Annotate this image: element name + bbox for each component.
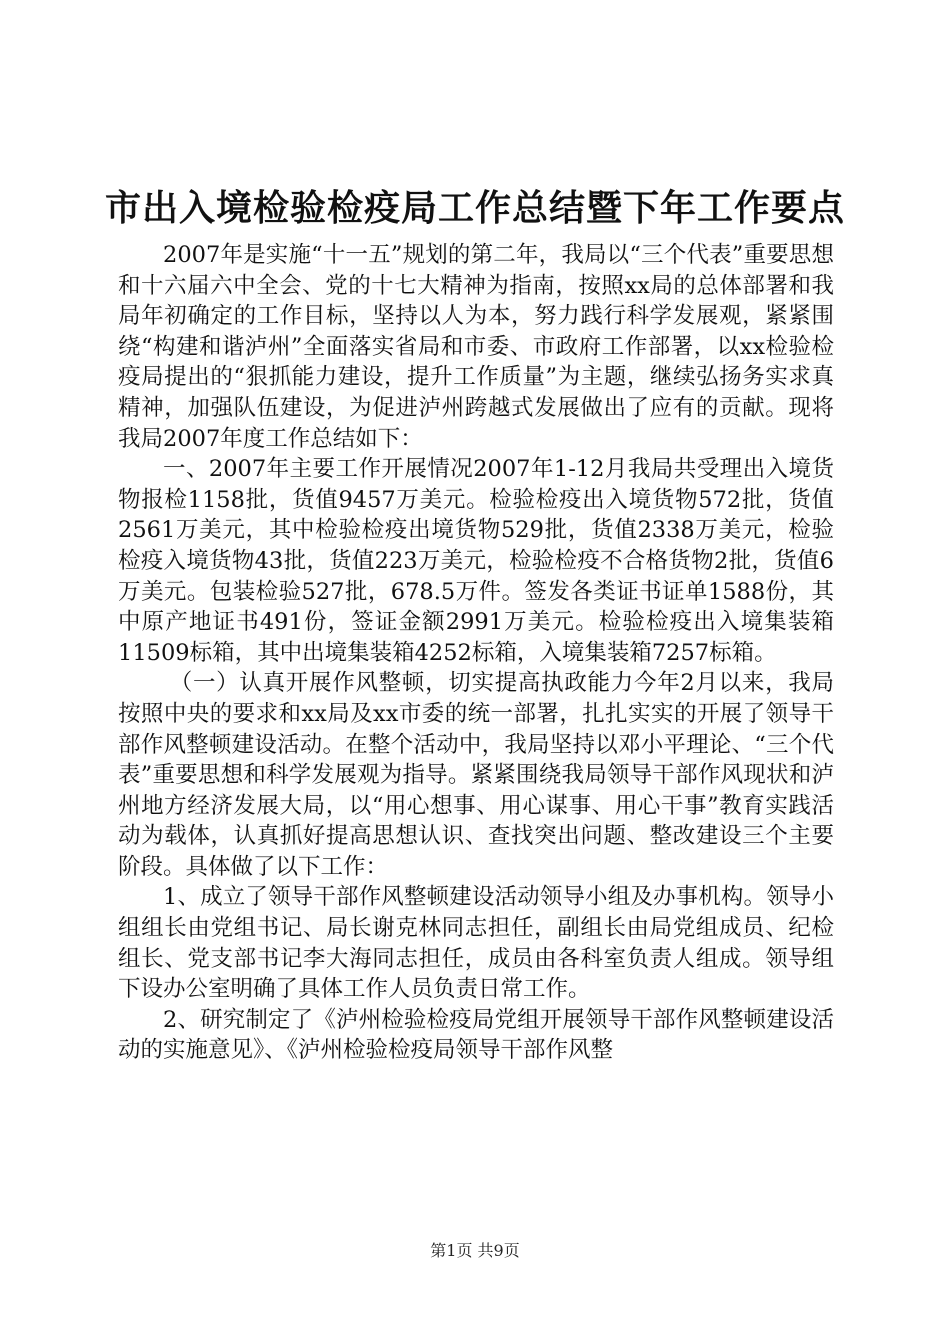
paragraph-section-one: 一、2007年主要工作开展情况2007年1-12月我局共受理出入境货物报检1158批，货值9457万美元。检验检疫出入境货物572批，货值2561万美元，其中检验检疫出境货物529批，货值2338万美元，检验检疫入境货物43批，货值223万美元，检验检疫不合格货物2批，货值6万美元。包装检验527批，678.5万件。签发各类证书证单1588份，其中原产地证书491份，签证金额2991万美元。检验检疫出入境集装箱11509标箱，其中出境集装箱4252标箱，入境集装箱7257标箱。: [118, 456, 834, 666]
document-title: 市出入境检验检疫局工作总结暨下年工作要点: [104, 187, 845, 229]
document-body: [118, 240, 834, 1066]
page-number-footer: 第1页 共9页: [430, 1241, 520, 1260]
paragraph-subsection-one: （一）认真开展作风整顿，切实提高执政能力今年2月以来，我局按照中央的要求和xx局及xx市委的统一部署，扎扎实实的开展了领导干部作风整顿建设活动。在整个活动中，我局坚持以邓小平理论、“三个代表”重要思想和科学发展观为指导。紧紧围绕我局领导干部作风现状和泸州地方经济发展大局，以“用心想事、用心谋事、用心干事”教育实践活动为载体，认真抓好提高思想认识、查找突出问题、整改建设三个主要阶段。具体做了以下工作：: [118, 670, 834, 880]
paragraph-item-one: 1、成立了领导干部作风整顿建设活动领导小组及办事机构。领导小组组长由党组书记、局长谢克林同志担任，副组长由局党组成员、纪检组长、党支部书记李大海同志担任，成员由各科室负责人组成。领导组下设办公室明确了具体工作人员负责日常工作。: [118, 884, 834, 1003]
paragraph-item-two: 2、研究制定了《泸州检验检疫局党组开展领导干部作风整顿建设活动的实施意见》、《泸州检验检疫局领导干部作风整: [118, 1006, 834, 1064]
paragraph-intro: 2007年是实施“十一五”规划的第二年，我局以“三个代表”重要思想和十六届六中全会、党的十七大精神为指南，按照xx局的总体部署和我局年初确定的工作目标，坚持以人为本，努力践行科学发展观，紧紧围绕“构建和谐泸州”全面落实省局和市委、市政府工作部署，以xx检验检疫局提出的“狠抓能力建设，提升工作质量”为主题，继续弘扬务实求真精神，加强队伍建设，为促进泸州跨越式发展做出了应有的贡献。现将我局2007年度工作总结如下：: [118, 242, 834, 452]
